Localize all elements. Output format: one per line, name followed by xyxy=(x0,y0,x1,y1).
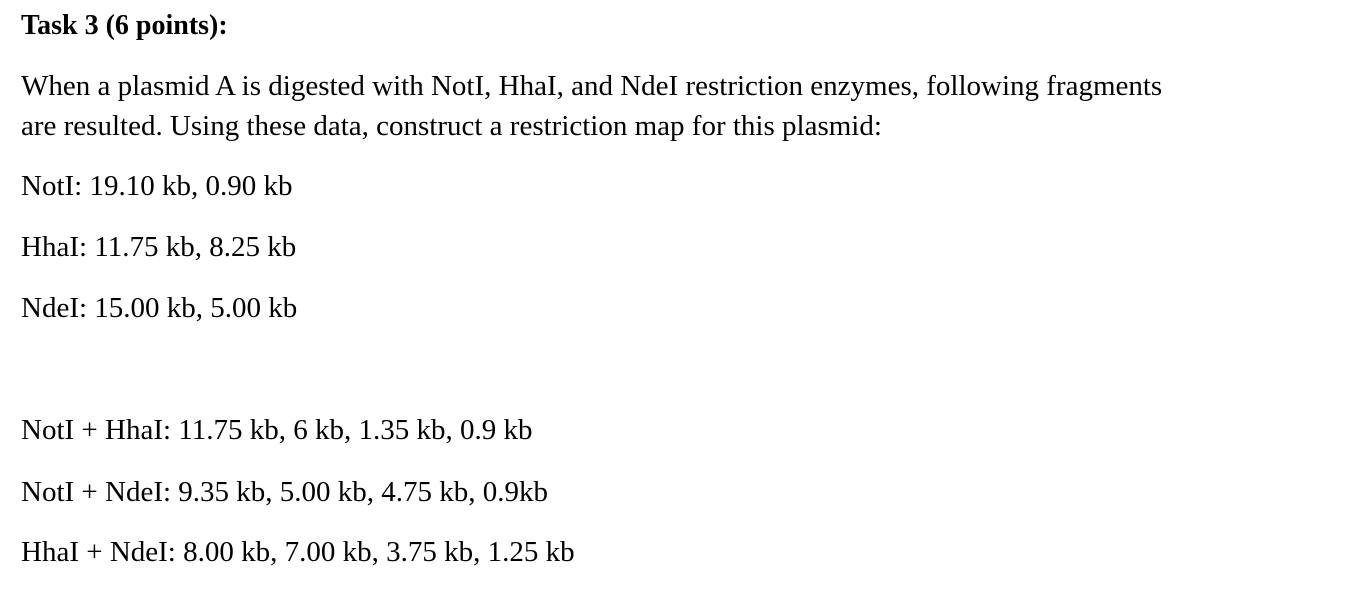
single-digest-ndei: NdeI: 15.00 kb, 5.00 kb xyxy=(21,292,298,324)
single-digest-hhai: HhaI: 11.75 kb, 8.25 kb xyxy=(21,231,297,263)
double-digest-noti-ndei: NotI + NdeI: 9.35 kb, 5.00 kb, 4.75 kb, 0.9kb xyxy=(21,476,549,508)
double-digest-noti-hhai: NotI + HhaI: 11.75 kb, 6 kb, 1.35 kb, 0.9 kb xyxy=(21,414,533,446)
prompt-line-2: are resulted. Using these data, construct a restriction map for this plasmid: xyxy=(21,110,882,142)
prompt-line-1: When a plasmid A is digested with NotI, HhaI, and NdeI restriction enzymes, following fragments xyxy=(21,70,1163,102)
single-digest-noti: NotI: 19.10 kb, 0.90 kb xyxy=(21,170,293,202)
task-title: Task 3 (6 points): xyxy=(21,10,228,41)
double-digest-hhai-ndei: HhaI + NdeI: 8.00 kb, 7.00 kb, 3.75 kb, 1.25 kb xyxy=(21,536,575,568)
